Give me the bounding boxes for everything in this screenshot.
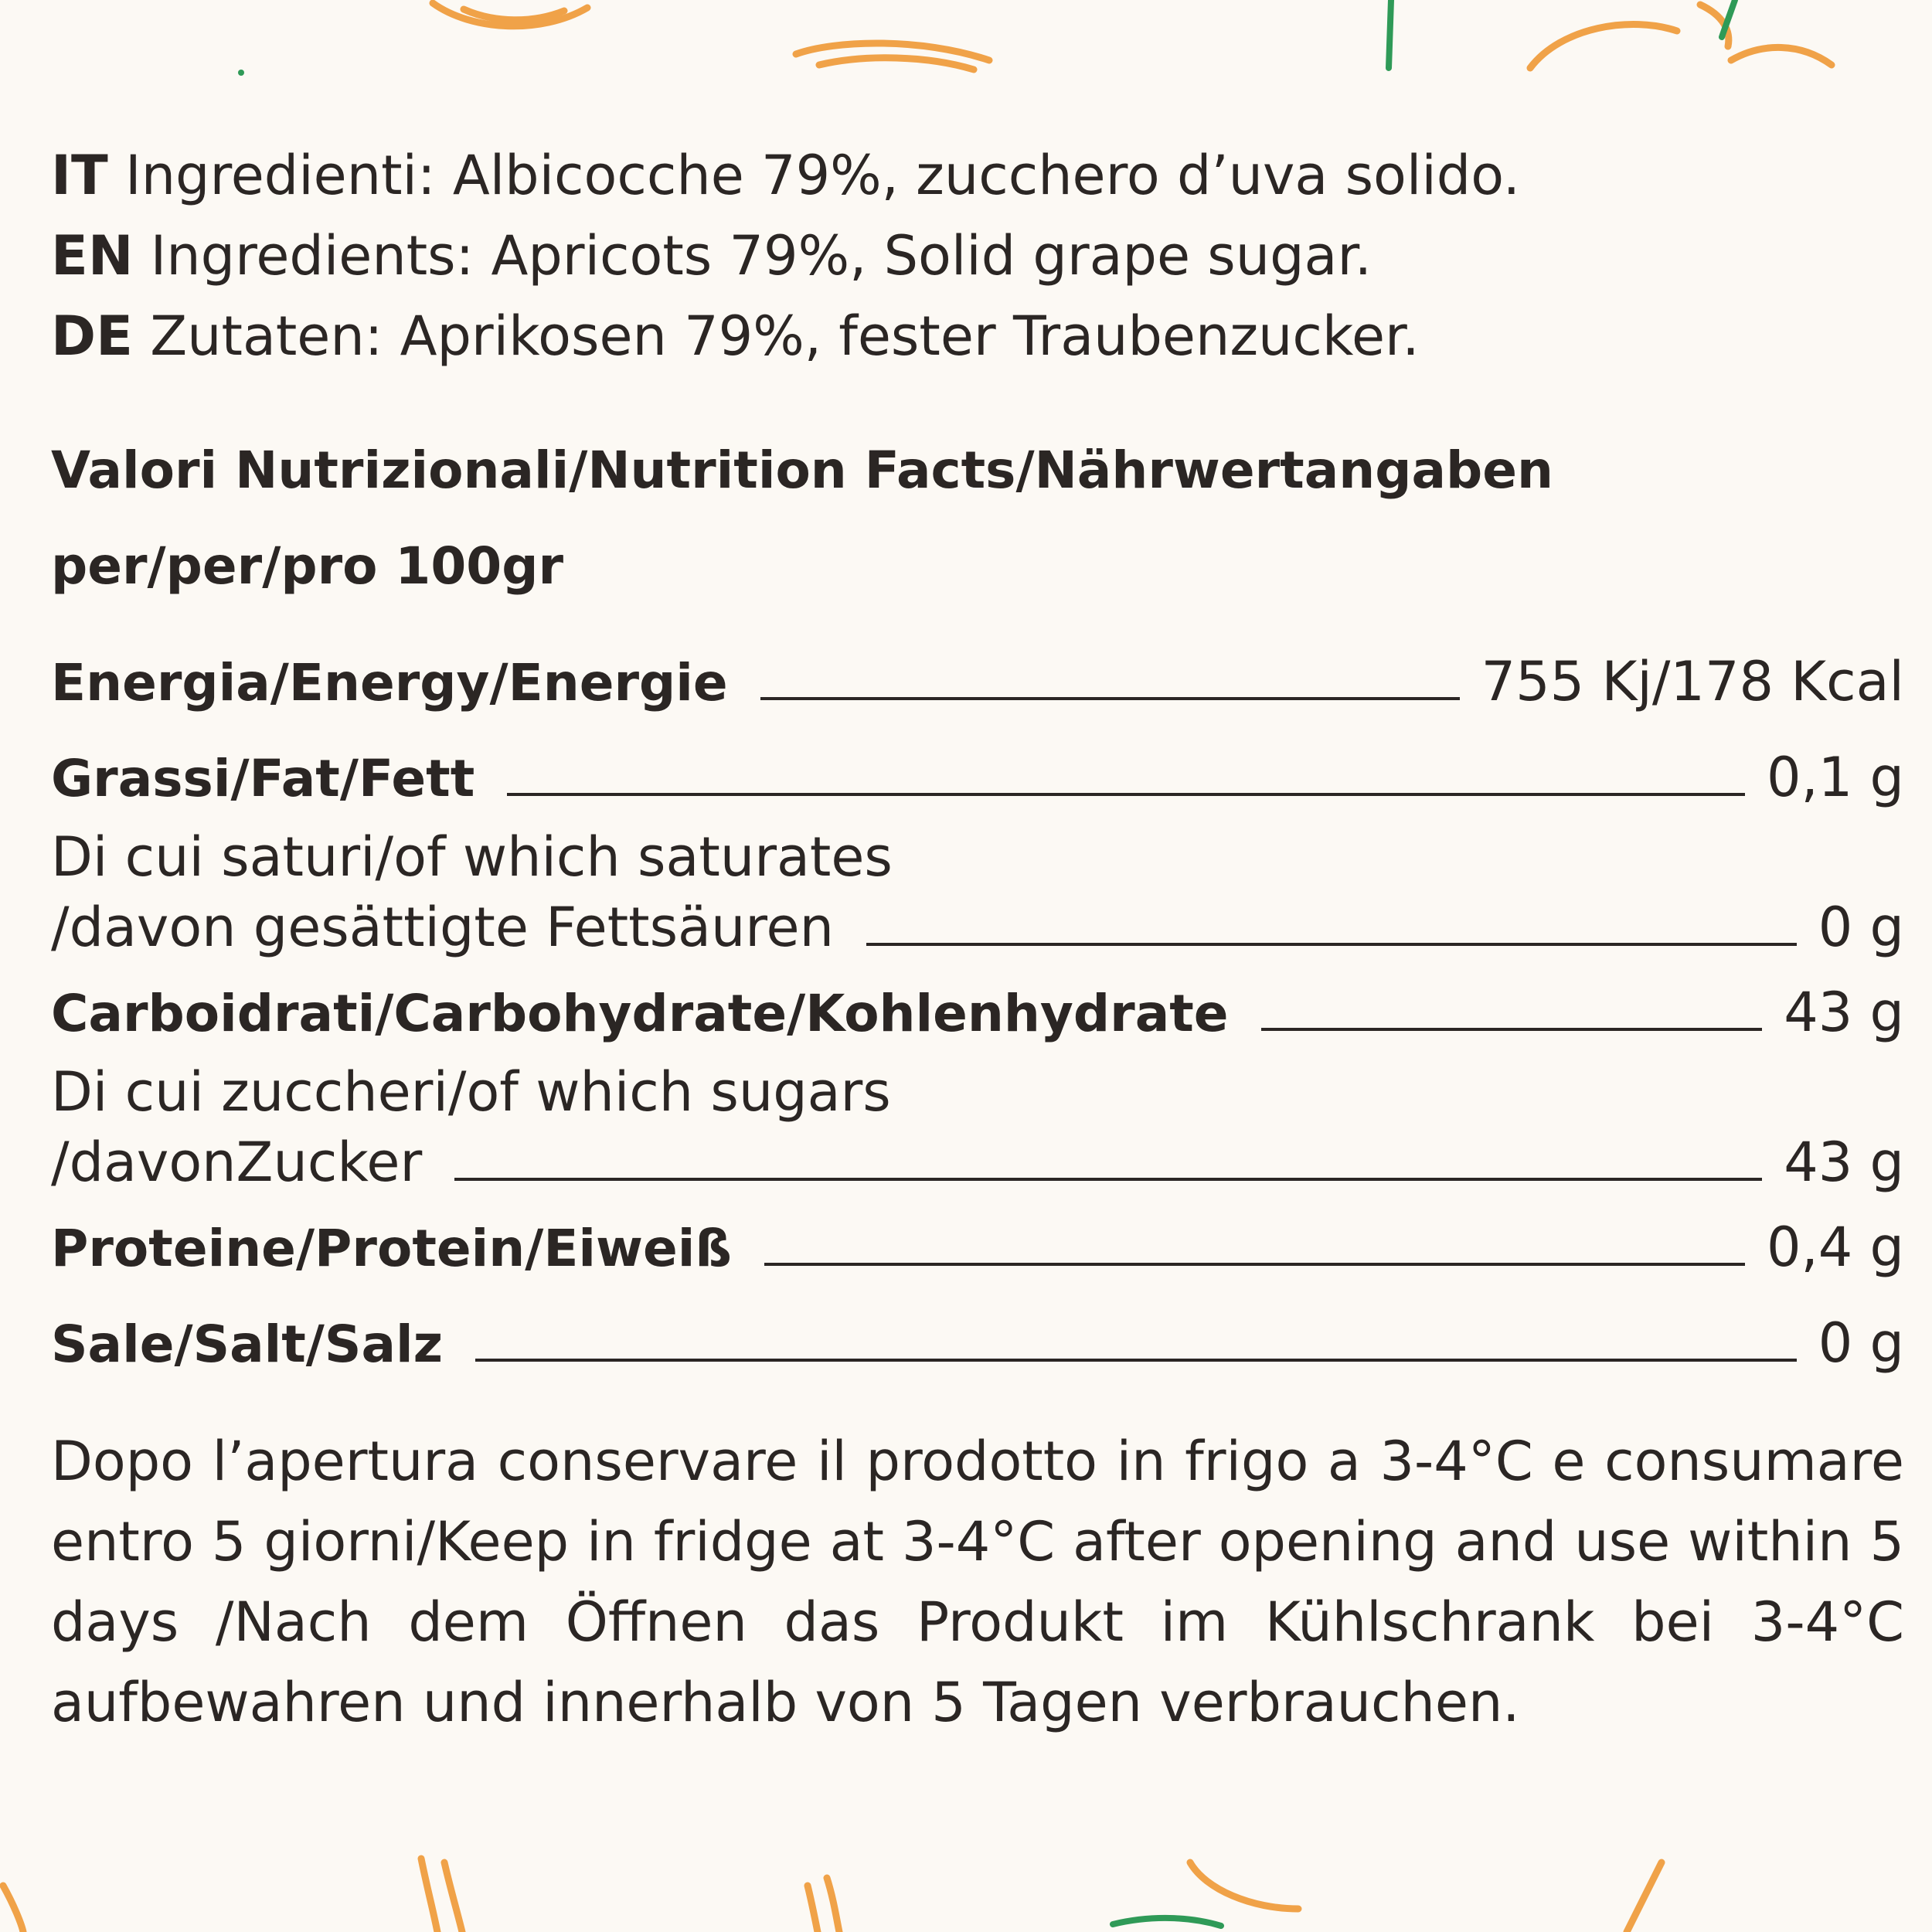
nutrition-row-carbohydrate [51,965,1904,1061]
nutrient-value: 0,1 g [1766,746,1904,809]
apricot-sketch-bottom-right [1190,1862,1298,1909]
nutrition-row-energy [51,634,1904,730]
nutrient-name: Carboidrati/Carbohydrate/Kohlenhydrate [51,984,1229,1043]
nutrient-name: Energia/Energy/Energie [51,653,728,713]
apricot-sketch-bottom-left [3,1886,23,1932]
nutrient-value: 0 g [1818,1311,1904,1375]
language-code: IT [51,144,108,207]
nutrition-row-sugars-line1 [51,1056,1904,1128]
ingredients-line-de [51,296,1904,376]
leader-line [866,943,1797,946]
language-code: EN [51,224,134,287]
apricot-sketch-bottom-center-left [421,1859,437,1932]
nutrient-name: /davon gesättigte Fettsäuren [51,896,834,959]
leader-line [764,1263,1745,1266]
nutrition-title: Valori Nutrizionali/Nutrition Facts/Nährwertangaben [51,440,1554,500]
product-label [51,135,1904,1743]
ingredients-line-it [51,135,1904,216]
leader-line [1261,1028,1763,1031]
nutrition-per-serving: per/per/pro 100gr [51,536,563,596]
leader-line [454,1178,1762,1181]
leaf-sketch-bottom [1113,1918,1221,1926]
nutrient-name: Grassi/Fat/Fett [51,749,475,808]
nutrition-row-salt [51,1296,1904,1392]
nutrition-row-sugars [51,1124,1904,1200]
nutrition-row-saturates [51,889,1904,965]
apricot-sketch-top-left [433,3,587,26]
nutrient-name: /davonZucker [51,1131,423,1194]
leaf-sketch-top-right [1722,0,1735,37]
nutrient-value: 43 g [1784,1131,1904,1194]
nutrition-table [51,634,1904,1392]
ingredients-text: Ingredients: Apricots 79%, Solid grape sugar. [133,224,1372,287]
nutrition-row-saturates-line1 [51,821,1904,893]
nutrition-row-fat [51,730,1904,826]
nutrient-value: 755 Kj/178 Kcal [1481,650,1904,713]
ingredients-block [51,135,1904,376]
apricot-sketch-top-right [1530,24,1677,68]
storage-instructions: Dopo l’apertura conservare il prodotto in frigo a 3-4°C e consumare entro 5 giorni/Keep in fridge at 3-4°C after opening and use within 5 days /Nach dem Öffnen das Produkt im Kühlschrank bei 3-4°C aufbewahren und innerhalb von 5 Tagen verbrauchen. [51,1430,1904,1734]
ingredients-text: Ingredienti: Albicocche 79%, zucchero d’uva solido. [107,144,1521,207]
leader-line [475,1359,1797,1362]
leader-line [760,697,1460,700]
nutrient-name: Di cui zuccheri/of which sugars [51,1060,891,1124]
nutrient-name: Di cui saturi/of which saturates [51,825,893,889]
nutrient-value: 43 g [1784,981,1904,1044]
leaf-stem-top [1389,0,1391,68]
apricot-sketch-top-center [796,43,989,60]
language-code: DE [51,304,133,368]
nutrient-value: 0 g [1818,896,1904,959]
nutrient-value: 0,4 g [1766,1216,1904,1279]
leader-line [507,793,1745,796]
ingredients-line-en [51,216,1904,296]
nutrition-row-protein [51,1200,1904,1296]
nutrient-name: Proteine/Protein/Eiweiß [51,1219,732,1278]
nutrient-name: Sale/Salt/Salz [51,1315,444,1374]
ingredients-text: Zutaten: Aprikosen 79%, fester Traubenzucker. [132,304,1420,368]
apricot-sketch-bottom-center [808,1886,818,1932]
